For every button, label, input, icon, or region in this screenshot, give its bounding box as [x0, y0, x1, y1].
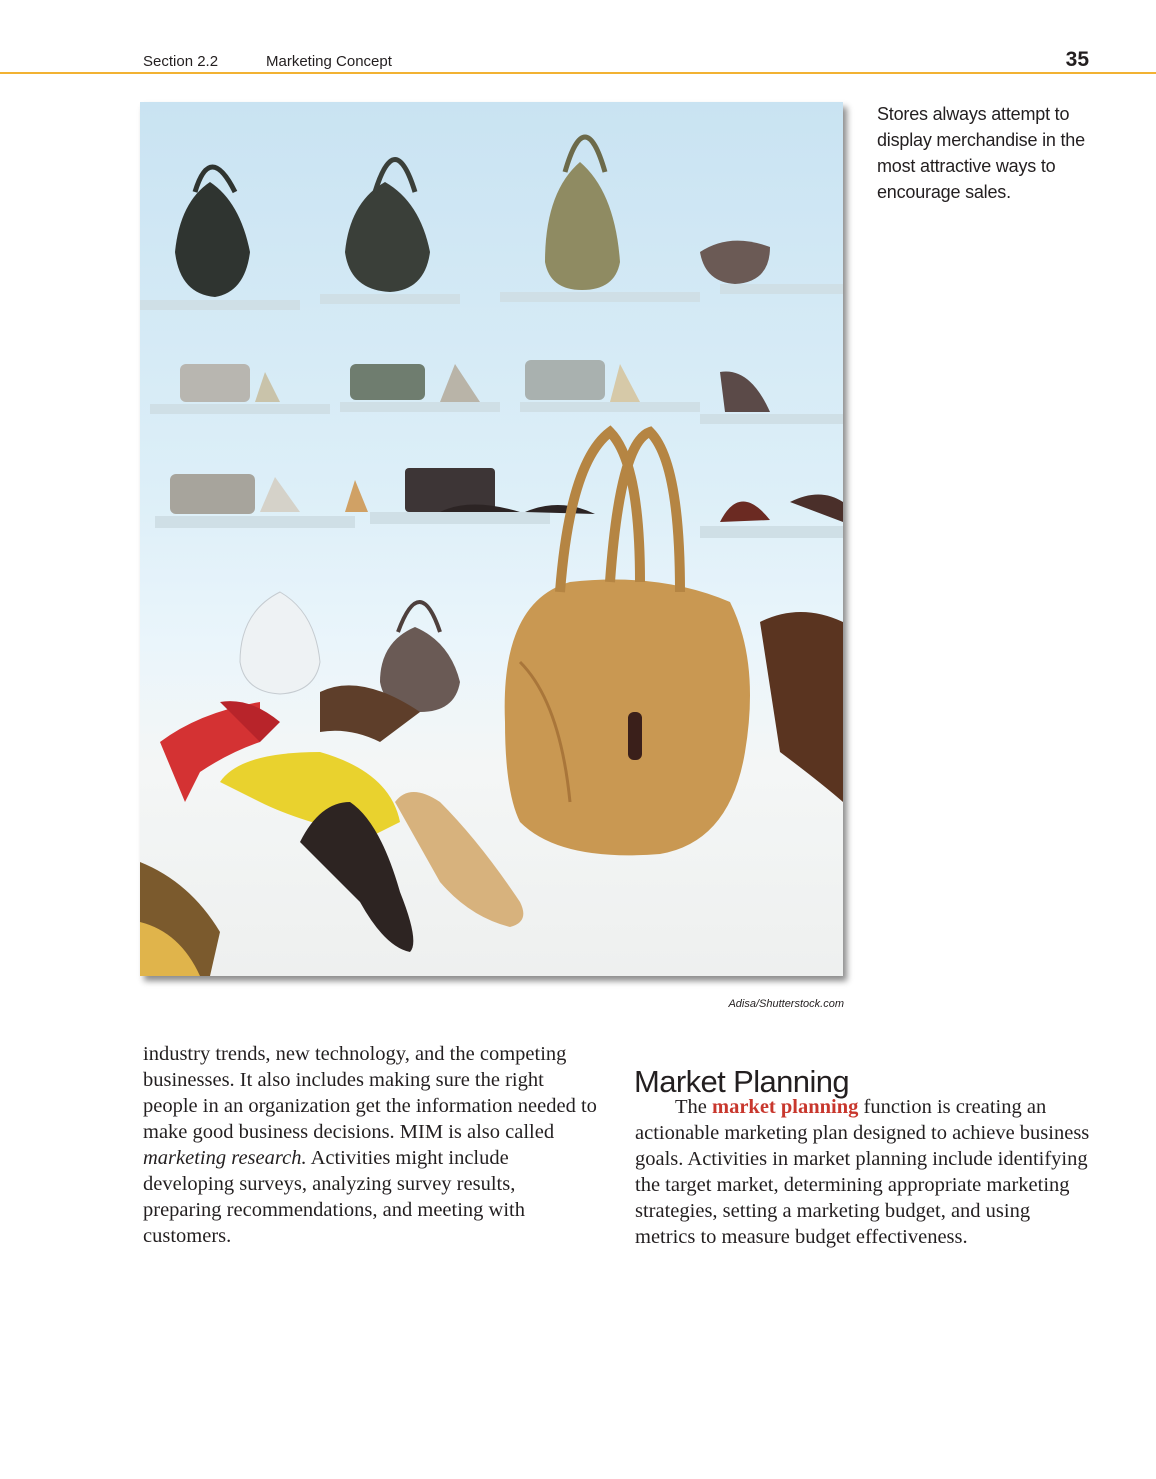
- photo-credit: Adisa/Shutterstock.com: [728, 998, 844, 1010]
- page-number: 35: [1065, 48, 1089, 71]
- header-rule: [0, 72, 1156, 74]
- top-shelf-bags: [175, 137, 770, 297]
- store-display-photo: [140, 102, 843, 976]
- left-paragraph: [143, 1041, 598, 1249]
- right-column: [635, 1094, 1090, 1250]
- left-column: [143, 1041, 598, 1249]
- right-paragraph-text-b: function is creating an actionable marketing plan designed to achieve business goals. Activities in market planning include identifying the target market, determining appropriate marketing strategies, setting a marketing budget, and using metrics to measure budget effectiveness.: [635, 1096, 1090, 1248]
- right-paragraph: [635, 1094, 1090, 1250]
- figure-caption: Stores always attempt to display merchandise in the most attractive ways to encourage sales.: [877, 104, 1085, 202]
- section-label: Section 2.2: [143, 53, 219, 70]
- middle-shelf-items: [170, 360, 843, 522]
- left-paragraph-text-a: industry trends, new technology, and the competing businesses. It also includes making sure the right people in an organization get the information needed to make good business decisions. MIM is also called: [143, 1043, 597, 1143]
- market-planning-key-term: market planning: [712, 1096, 859, 1118]
- marketing-research-term: marketing research.: [143, 1147, 307, 1169]
- section-title: Marketing Concept: [266, 53, 392, 70]
- right-paragraph-text-a: The: [675, 1096, 712, 1118]
- tan-hobo-bag: [505, 432, 750, 855]
- left-paragraph-text-b: Activities might include developing surveys, analyzing survey results, preparing recommendations, and meeting with customers.: [143, 1147, 525, 1247]
- market-planning-heading: Market Planning: [634, 1063, 850, 1099]
